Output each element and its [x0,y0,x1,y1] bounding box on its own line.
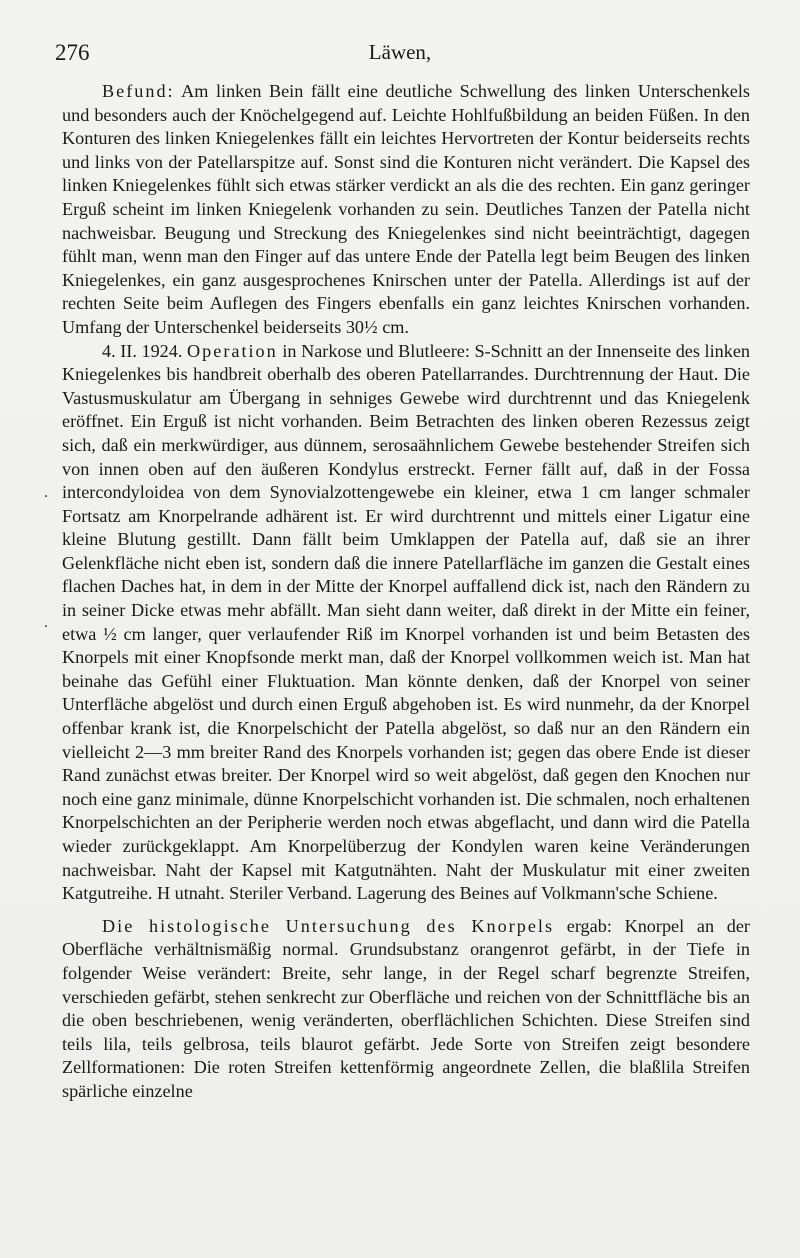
page-number: 276 [55,40,90,65]
margin-mark: . [44,614,48,631]
paragraph-befund [62,80,750,340]
paragraph-histology [62,915,750,1104]
paragraph-lead: Die histologische Untersuchung des Knorpels [102,915,555,936]
paragraph-date: 4. II. 1924. [102,340,188,361]
paragraph-lead: Befund: [102,81,175,101]
body-text [62,80,750,1104]
margin-mark: . [44,484,48,501]
running-head: Läwen, [368,40,432,64]
paragraph-text: Am linken Bein fällt eine deutliche Schwellung des linken Unterschenkels und besonders auch der Knöchelgegend auf. Leichte Hohlfußbildung an beiden Füßen. In den Konturen des linken Kniegelenkes fällt ein leichtes Hervortreten der Kontur beiderseits rechts und links von der Patellarspitze auf. Sonst sind die Konturen nicht verändert. Die Kapsel des linken Kniegelenkes fühlt sich etwas stärker verdickt an als die des rechten. Ein ganz geringer Erguß scheint im linken Kniegelenk vorhanden zu sein. Deutliches Tanzen der Patella nicht nachweisbar. Beugung und Streckung des Kniegelenkes sind nicht beeinträchtigt, dagegen fühlt man, wenn man den Finger auf das untere Ende der Patella legt beim Beugen des linken Kniegelenkes, ein ganz ausgesprochenes Knirschen unter der Patella. Allerdings ist auf der rechten Seite beim Auflegen des Fingers ebenfalls ein ganz leichtes Knirschen vorhanden. Umfang der Unterschenkel beiderseits 30½ cm. [62,81,750,337]
paragraph-text: ergab: Knorpel an der Oberfläche verhältnismäßig normal. Grundsubstanz orangenrot gefärbt, in der Tiefe in folgender Weise verändert: Breite, sehr lange, in der Regel scharf begrenzte Streifen, verschieden gefärbt, stehen senkrecht zur Oberfläche und reichen von der Schnittfläche bis an die oben beschriebenen, wenig veränderten, oberflächlichen Schichten. Diese Streifen sind teils lila, teils gelbrosa, teils blaurot gefärbt. Jede Sorte von Streifen zeigt besondere Zellformationen: Die roten Streifen kettenförmig angeordnete Zellen, die blaßlila Streifen spärliche einzelne [62,915,750,1101]
paragraph-text: in Narkose und Blutleere: S-Schnitt an der Innenseite des linken Kniegelenkes bis handbreit oberhalb des oberen Patellarrandes. Durchtrennung der Haut. Die Vastusmuskulatur am Übergang in sehniges Gewebe wird durchtrennt und das Kniegelenk eröffnet. Ein Erguß ist nicht vorhanden. Beim Betrachten des linken oberen Rezessus zeigt sich, daß ein merkwürdiger, aus dünnem, serosaähnlichem Gewebe bestehender Streifen sich von innen oben auf den äußeren Kondylus erstreckt. Ferner fällt auf, daß in der Fossa intercondyloidea von dem Synovialzottengewebe ein kleiner, etwa 1 cm langer schmaler Fortsatz am Knorpelrande adhärent ist. Er wird durchtrennt und mittels einer Ligatur eine kleine Blutung gestillt. Dann fällt beim Umklappen der Patella auf, daß sie an ihrer Gelenkfläche nicht eben ist, sondern daß die innere Patellarfläche im ganzen die Gestalt eines flachen Daches hat, in dem in der Mitte der Knorpel auffallend dick ist, nach den Rändern zu in seiner Dicke etwas mehr abfällt. Man sieht dann weiter, daß direkt in der Mitte ein feiner, etwa ½ cm langer, quer verlaufender Riß im Knorpel vorhanden ist und beim Betasten des Knorpels mit einer Knopfsonde merkt man, daß der Knorpel vollkommen weich ist. Man hat beinahe das Gefühl einer Fluktuation. Man könnte denken, daß der Knorpel von seiner Unterfläche abgelöst und durch einen Erguß abgehoben ist. Es wird nunmehr, da der Knorpel offenbar krank ist, die Knorpelschicht der Patella abgelöst, so daß nur an den Rändern ein vielleicht 2—3 mm breiter Rand des Knorpels vorhanden ist; gegen das obere Ende ist dieser Rand zunächst etwas breiter. Der Knorpel wird so weit abgelöst, daß gegen den Knochen nur noch eine ganz minimale, dünne Knorpelschicht vorhanden ist. Die schmalen, noch erhaltenen Knorpelschichten an der Peripherie werden noch etwas abgeflacht, und dann wird die Patella wieder zurückgeklappt. Am Knorpelüberzug der Kondylen waren keine Veränderungen nachweisbar. Naht der Kapsel mit Katgutnähten. Naht der Muskulatur mit einer zweiten Katgutreihe. H utnaht. Steriler Verband. Lagerung des Beines auf Volkmann'sche Schiene. [62,340,750,904]
page-header [55,40,745,70]
paragraph-operation [62,340,750,906]
paragraph-lead: Operation [187,340,278,361]
